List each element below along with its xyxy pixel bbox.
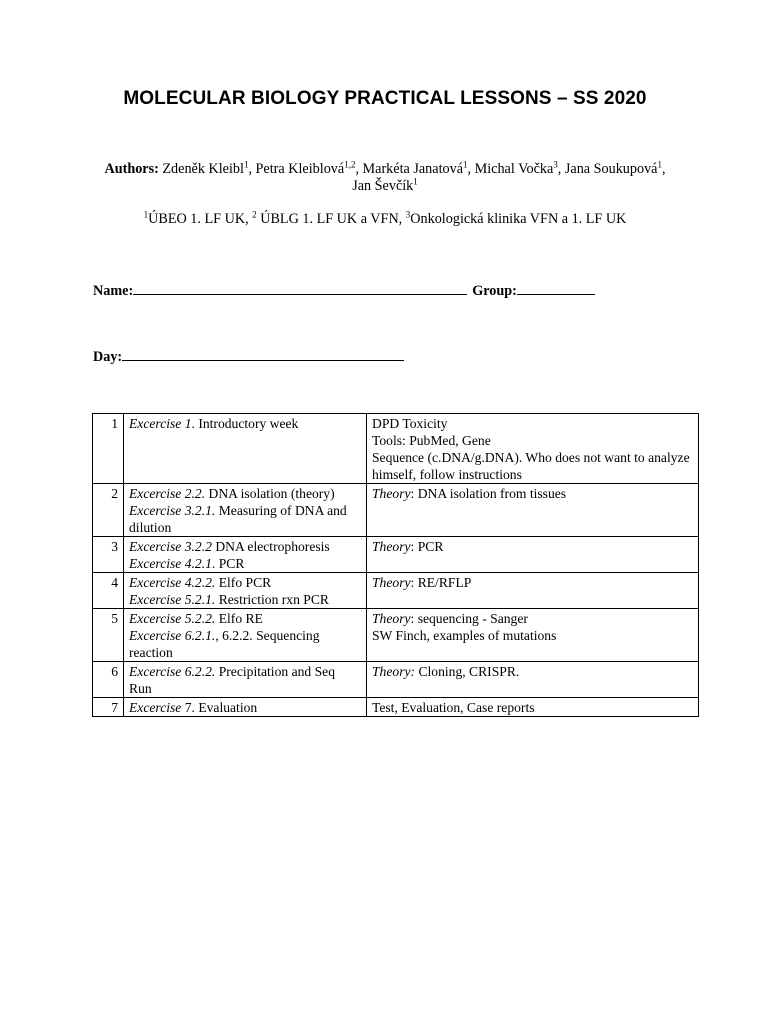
exercise-text: , 6.2.2. Sequencing reaction (129, 628, 320, 660)
theory-label-italic: Theory (372, 486, 411, 501)
name-field[interactable] (133, 281, 467, 295)
exercise-line (129, 485, 361, 502)
lesson-theory (367, 662, 699, 698)
exercise-label-italic: Excercise 3.2.2 (129, 539, 212, 554)
lesson-theory (367, 537, 699, 573)
exercise-line (129, 415, 361, 432)
table-row (93, 573, 699, 609)
theory-text: Cloning, CRISPR. (415, 664, 520, 679)
exercise-text: DNA electrophoresis (211, 539, 330, 554)
exercise-label-italic: Excercise 4.2.2. (129, 575, 216, 590)
day-field[interactable] (122, 347, 404, 361)
lesson-number: 3 (93, 537, 124, 573)
table-row (93, 537, 699, 573)
exercise-line (129, 610, 361, 627)
author-name: Markéta Janatová (362, 161, 463, 177)
exercise-label-italic: Excercise 1 (129, 416, 192, 431)
exercise-line (129, 591, 361, 608)
exercise-label-italic: Excercise (129, 700, 182, 715)
document-title: MOLECULAR BIOLOGY PRACTICAL LESSONS – SS 2020 (123, 88, 647, 109)
lesson-exercise (124, 414, 367, 484)
authors-list (162, 161, 665, 194)
exercise-line (129, 699, 361, 716)
name-label: Name: (93, 283, 134, 299)
lesson-exercise (124, 698, 367, 717)
lessons-table (92, 413, 699, 717)
lesson-number: 7 (93, 698, 124, 717)
theory-text: SW Finch, examples of mutations (372, 628, 557, 643)
theory-text: Test, Evaluation, Case reports (372, 700, 535, 715)
lesson-exercise (124, 609, 367, 662)
lesson-number: 5 (93, 609, 124, 662)
table-row (93, 414, 699, 484)
theory-text: Sequence (c.DNA/g.DNA). Who does not want to analyze himself, follow instructions (372, 450, 690, 482)
author-name: Jan Ševčík (352, 178, 414, 194)
exercise-label-italic: Excercise 4.2.1 (129, 556, 212, 571)
lesson-theory (367, 698, 699, 717)
lesson-number: 1 (93, 414, 124, 484)
theory-line (372, 415, 693, 432)
author-separator: , (557, 161, 565, 177)
theory-line (372, 485, 693, 502)
theory-line (372, 610, 693, 627)
theory-line (372, 449, 693, 483)
author-separator: , (467, 161, 475, 177)
exercise-line (129, 538, 361, 555)
exercise-text: DNA isolation (theory) (205, 486, 335, 501)
authors-line (100, 161, 670, 195)
table-row (93, 698, 699, 717)
theory-text: : sequencing - Sanger (410, 611, 528, 626)
affiliation-text: ÚBLG 1. LF UK a VFN, (256, 211, 406, 227)
group-label: Group: (472, 283, 517, 299)
theory-line (372, 432, 693, 449)
theory-label-italic: Theory (372, 539, 411, 554)
exercise-label-italic: Excercise 6.2.2. (129, 664, 216, 679)
theory-text: : RE/RFLP (410, 575, 472, 590)
author-affiliation-mark: 1 (463, 159, 468, 170)
author-affiliation-mark: 1 (657, 159, 662, 170)
exercise-label-italic: Excercise 6.2.1. (129, 628, 216, 643)
theory-line (372, 538, 693, 555)
lesson-number: 4 (93, 573, 124, 609)
author-separator: , (661, 161, 666, 177)
author-separator: , (248, 161, 256, 177)
exercise-text: Elfo RE (215, 611, 263, 626)
affiliation-mark: 3 (405, 209, 411, 220)
exercise-label-italic: Excercise 5.2.2. (129, 611, 216, 626)
theory-label-italic: Theory (372, 575, 411, 590)
exercise-text: Elfo PCR (215, 575, 272, 590)
lesson-exercise (124, 573, 367, 609)
lesson-theory (367, 484, 699, 537)
table-row (93, 609, 699, 662)
author-name: Michal Vočka (474, 161, 554, 177)
affiliation-mark: 1 (143, 209, 149, 220)
lesson-theory (367, 414, 699, 484)
exercise-text: Restriction rxn PCR (215, 592, 329, 607)
author-name: Jana Soukupová (564, 161, 658, 177)
theory-line (372, 699, 693, 716)
exercise-line (129, 627, 361, 661)
author-affiliation-mark: 3 (553, 159, 558, 170)
affiliations-line (60, 211, 710, 228)
exercise-text: Measuring of DNA and dilution (129, 503, 347, 535)
exercise-text: . PCR (211, 556, 245, 571)
author-affiliation-mark: 1,2 (344, 159, 356, 170)
lesson-exercise (124, 537, 367, 573)
exercise-line (129, 663, 361, 697)
group-field[interactable] (517, 281, 595, 295)
exercise-text: Precipitation and Seq Run (129, 664, 335, 696)
exercise-line (129, 555, 361, 572)
lesson-number: 6 (93, 662, 124, 698)
theory-line (372, 574, 693, 591)
exercise-label-italic: Excercise 3.2.1. (129, 503, 216, 518)
author-name: Petra Kleiblová (255, 161, 345, 177)
name-group-row (93, 281, 595, 300)
author-name: Zdeněk Kleibl (162, 161, 244, 177)
day-row (93, 347, 404, 366)
theory-text: : DNA isolation from tissues (410, 486, 567, 501)
theory-line (372, 663, 693, 680)
theory-line (372, 627, 693, 644)
author-affiliation-mark: 1 (413, 176, 418, 187)
theory-label-italic: Theory: (372, 664, 416, 679)
authors-label: Authors: (104, 161, 159, 177)
author-affiliation-mark: 1 (243, 159, 249, 170)
table-row (93, 662, 699, 698)
author-separator: , (355, 161, 363, 177)
theory-text: Tools: PubMed, Gene (372, 433, 491, 448)
theory-text: : PCR (410, 539, 444, 554)
exercise-label-italic: Excercise 2.2. (129, 486, 206, 501)
lesson-exercise (124, 662, 367, 698)
lesson-exercise (124, 484, 367, 537)
lesson-number: 2 (93, 484, 124, 537)
theory-label-italic: Theory (372, 611, 411, 626)
lesson-theory (367, 609, 699, 662)
day-label: Day: (93, 349, 123, 365)
table-row (93, 484, 699, 537)
exercise-line (129, 574, 361, 591)
exercise-text: . Introductory week (191, 416, 299, 431)
exercise-line (129, 502, 361, 536)
exercise-text: 7. Evaluation (181, 700, 258, 715)
lesson-theory (367, 573, 699, 609)
exercise-label-italic: Excercise 5.2.1. (129, 592, 216, 607)
affiliation-mark: 2 (252, 209, 257, 220)
affiliation-text: Onkologická klinika VFN a 1. LF UK (410, 211, 627, 227)
affiliation-text: ÚBEO 1. LF UK, (148, 211, 253, 227)
theory-text: DPD Toxicity (372, 416, 448, 431)
